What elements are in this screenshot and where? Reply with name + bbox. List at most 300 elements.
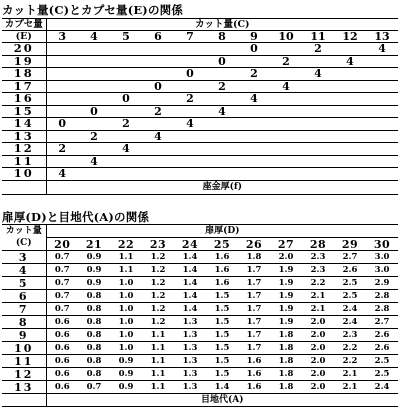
table1-cell — [78, 143, 110, 156]
table2-footer-spacer — [2, 394, 46, 407]
table2-cell: 1.0 — [110, 290, 142, 303]
table1-cell — [110, 68, 142, 81]
table2-cell: 0.8 — [78, 316, 110, 329]
table1-cell: 4 — [46, 168, 78, 181]
table2-cell: 1.2 — [142, 290, 174, 303]
table1-cell — [78, 80, 110, 93]
table1-cell — [46, 130, 78, 143]
table1-cell — [238, 143, 270, 156]
table1-cell — [174, 55, 206, 68]
table2-row-label: 6 — [2, 290, 46, 303]
table2-cell: 1.1 — [142, 355, 174, 368]
table1-cell: 4 — [270, 80, 302, 93]
table2-cell: 1.2 — [142, 316, 174, 329]
table1-cell — [238, 130, 270, 143]
table2-cell: 1.0 — [110, 316, 142, 329]
table2-cell: 1.3 — [174, 381, 206, 394]
table2-row-label: 12 — [2, 368, 46, 381]
table1-cell — [334, 105, 366, 118]
table2-cell: 1.0 — [110, 342, 142, 355]
table1-cell — [366, 130, 398, 143]
table2-cell: 1.1 — [142, 329, 174, 342]
table1-cell — [302, 105, 334, 118]
table1-col-header: 11 — [302, 31, 334, 43]
table2-col-header: 26 — [238, 238, 270, 251]
table2-cell: 2.1 — [302, 290, 334, 303]
table1-cell — [302, 55, 334, 68]
table2-cell: 2.1 — [334, 381, 366, 394]
table2-cell: 1.9 — [270, 290, 302, 303]
table2-cell: 2.6 — [334, 264, 366, 277]
table1-cell — [174, 43, 206, 56]
table2-row-label: 3 — [2, 251, 46, 264]
table2-cell: 1.3 — [174, 316, 206, 329]
table2-cell: 2.0 — [302, 381, 334, 394]
table2-cell: 1.8 — [270, 342, 302, 355]
table1-cell — [334, 80, 366, 93]
table1-cell — [142, 118, 174, 131]
table1-cell — [270, 168, 302, 181]
table1-col-header: 9 — [238, 31, 270, 43]
table2-cell: 0.7 — [78, 381, 110, 394]
table2-cell: 0.6 — [46, 381, 78, 394]
table1-cell — [206, 118, 238, 131]
table1-row-label: 12 — [2, 143, 46, 156]
table1-cell: 4 — [78, 155, 110, 168]
table2-cell: 0.6 — [46, 329, 78, 342]
door-joint-table — [2, 224, 398, 407]
table1-cell — [302, 93, 334, 106]
table-row — [2, 143, 398, 156]
table2-cell: 1.7 — [238, 316, 270, 329]
table2-col-header: 25 — [206, 238, 238, 251]
table1-row-label: 11 — [2, 155, 46, 168]
table2-cell: 0.7 — [46, 303, 78, 316]
table1-cell — [110, 80, 142, 93]
table2-cell: 2.5 — [366, 355, 398, 368]
table1-cell — [78, 118, 110, 131]
table2-row-label: 4 — [2, 264, 46, 277]
table2-row-label: 10 — [2, 342, 46, 355]
table1-cell: 4 — [366, 43, 398, 56]
table-row — [2, 355, 398, 368]
table2-row-header-top: カット量 — [2, 225, 46, 238]
table1-col-header: 4 — [78, 31, 110, 43]
table1-footer: 座金厚(f) — [46, 180, 398, 194]
table2-cell: 2.3 — [334, 329, 366, 342]
table-row — [2, 277, 398, 290]
table1-cell — [334, 143, 366, 156]
table1-cell — [206, 143, 238, 156]
table2-cell: 1.6 — [206, 251, 238, 264]
table2-cell: 1.3 — [174, 329, 206, 342]
table1-cell — [238, 55, 270, 68]
table1-cell — [238, 80, 270, 93]
table2-cell: 1.8 — [270, 329, 302, 342]
table2-cell: 0.6 — [46, 342, 78, 355]
table-row — [2, 342, 398, 355]
table1-cell — [270, 118, 302, 131]
table2-cell: 2.4 — [334, 316, 366, 329]
table2-row-label: 11 — [2, 355, 46, 368]
table2-cell: 2.5 — [334, 277, 366, 290]
table1-cell — [110, 105, 142, 118]
table1-col-header: 12 — [334, 31, 366, 43]
table1-cell — [302, 80, 334, 93]
table2-footer: 目地代(A) — [46, 394, 398, 407]
table2-cell: 1.9 — [270, 264, 302, 277]
table2-cell: 1.5 — [206, 329, 238, 342]
table1-row-label: 10 — [2, 168, 46, 181]
table2-cell: 2.2 — [334, 342, 366, 355]
table1-cell — [206, 130, 238, 143]
table2-cell: 1.1 — [110, 251, 142, 264]
table2-cell: 1.7 — [238, 329, 270, 342]
table2-cell: 1.5 — [206, 290, 238, 303]
table2-row-header-bottom: (C) — [2, 238, 46, 251]
table2-cell: 3.0 — [366, 264, 398, 277]
table2-cell: 1.9 — [270, 277, 302, 290]
table2-cell: 1.4 — [174, 277, 206, 290]
table1-cell — [302, 143, 334, 156]
table1-cell — [174, 105, 206, 118]
table-row — [2, 55, 398, 68]
table1-cell — [46, 55, 78, 68]
table2-cell: 0.6 — [46, 368, 78, 381]
table2-cell: 0.7 — [46, 277, 78, 290]
table1-cell — [206, 93, 238, 106]
table1-cell — [270, 105, 302, 118]
table2-cell: 0.8 — [78, 342, 110, 355]
table1-cell: 0 — [78, 105, 110, 118]
table1-row-label: 15 — [2, 105, 46, 118]
table2-cell: 2.4 — [366, 381, 398, 394]
table2-cell: 1.6 — [238, 368, 270, 381]
table2-cell: 2.0 — [302, 329, 334, 342]
table-row — [2, 251, 398, 264]
table2-cell: 2.0 — [302, 368, 334, 381]
table2-cell: 1.9 — [270, 303, 302, 316]
table1-col-header: 13 — [366, 31, 398, 43]
table2-cell: 1.7 — [238, 264, 270, 277]
table2-cell: 2.8 — [366, 303, 398, 316]
table2-cell: 1.5 — [206, 368, 238, 381]
table1-col-header: 6 — [142, 31, 174, 43]
table1-row-label: 13 — [2, 130, 46, 143]
table2-cell: 0.8 — [78, 368, 110, 381]
table1-footer-spacer — [2, 180, 46, 194]
table1-cell: 0 — [46, 118, 78, 131]
table2-col-header: 30 — [366, 238, 398, 251]
table1-cell: 4 — [238, 93, 270, 106]
table2-cell: 1.8 — [270, 368, 302, 381]
table1-cell — [110, 130, 142, 143]
table1-col-header: 8 — [206, 31, 238, 43]
table1-title: カット量(C)とカプセ量(E)の関係 — [2, 3, 184, 17]
table1-cell — [270, 43, 302, 56]
table1-cell — [334, 43, 366, 56]
table1-cell — [238, 155, 270, 168]
table1-cell — [366, 93, 398, 106]
table-row — [2, 68, 398, 81]
table1-cell — [110, 155, 142, 168]
table2-cell: 1.6 — [206, 277, 238, 290]
table2-cell: 1.4 — [174, 303, 206, 316]
table1-cell — [142, 168, 174, 181]
table2-row-label: 5 — [2, 277, 46, 290]
table1-cell: 0 — [206, 55, 238, 68]
table1-cell: 2 — [142, 105, 174, 118]
table1-cell: 2 — [174, 93, 206, 106]
table1-cell: 0 — [110, 93, 142, 106]
table2-cell: 1.0 — [110, 329, 142, 342]
table-row — [2, 80, 398, 93]
table2-cell: 1.0 — [110, 303, 142, 316]
table2-cell: 0.9 — [78, 264, 110, 277]
table2-cell: 2.0 — [302, 342, 334, 355]
table1-cell — [238, 168, 270, 181]
table1-cell — [174, 168, 206, 181]
table1-cell — [142, 55, 174, 68]
table2-cell: 0.7 — [46, 251, 78, 264]
table2-cell: 0.6 — [46, 355, 78, 368]
table1-cell — [238, 118, 270, 131]
table1-cell — [366, 68, 398, 81]
table2-col-header: 23 — [142, 238, 174, 251]
table2-cell: 1.1 — [142, 381, 174, 394]
table2-cell: 2.3 — [302, 264, 334, 277]
table1-cell: 4 — [334, 55, 366, 68]
table1-cell — [174, 80, 206, 93]
table1-cell — [302, 168, 334, 181]
table1-cell — [238, 105, 270, 118]
table2-cell: 1.5 — [206, 303, 238, 316]
table2-cell: 1.8 — [270, 355, 302, 368]
table1-row-header-bottom: (E) — [2, 31, 46, 43]
table2-cell: 0.8 — [78, 303, 110, 316]
table1-cell — [174, 143, 206, 156]
table2-cell: 1.4 — [174, 251, 206, 264]
table2-cell: 1.2 — [142, 251, 174, 264]
table2-cell: 0.9 — [78, 277, 110, 290]
table1-cell — [334, 130, 366, 143]
table1-cell — [270, 68, 302, 81]
table1-cell — [206, 68, 238, 81]
table1-cell — [366, 118, 398, 131]
table1-row-header-top: カプセ量 — [2, 19, 46, 31]
table1-col-header: 10 — [270, 31, 302, 43]
table1-cell — [334, 118, 366, 131]
table-row — [2, 329, 398, 342]
table2-cell: 2.0 — [270, 251, 302, 264]
table2-cell: 1.1 — [142, 342, 174, 355]
table1-cell: 2 — [46, 143, 78, 156]
table2-cell: 1.6 — [238, 381, 270, 394]
table2-col-header: 22 — [110, 238, 142, 251]
table2-cell: 1.9 — [270, 316, 302, 329]
table-row — [2, 316, 398, 329]
table1-col-header: 5 — [110, 31, 142, 43]
table-row — [2, 105, 398, 118]
table2-cell: 0.9 — [110, 355, 142, 368]
table1-cell — [46, 80, 78, 93]
table2-row-label: 9 — [2, 329, 46, 342]
table1-row-label: 19 — [2, 55, 46, 68]
table1-row-label: 18 — [2, 68, 46, 81]
table2-col-header: 24 — [174, 238, 206, 251]
table2-cell: 1.5 — [206, 355, 238, 368]
table-row — [2, 130, 398, 143]
table1-cell — [366, 55, 398, 68]
table1-cell: 2 — [302, 43, 334, 56]
table2-cell: 1.8 — [270, 381, 302, 394]
table1-cell — [302, 130, 334, 143]
table1-cell — [174, 130, 206, 143]
table1-row-label: 17 — [2, 80, 46, 93]
table2-cell: 3.0 — [366, 251, 398, 264]
table2-cell: 0.9 — [110, 381, 142, 394]
table2-cell: 1.1 — [142, 368, 174, 381]
table1-cell: 4 — [110, 143, 142, 156]
table1-cell — [206, 155, 238, 168]
table2-cell: 1.7 — [238, 290, 270, 303]
table2-cell: 0.9 — [78, 251, 110, 264]
table2-cell: 2.9 — [366, 277, 398, 290]
table1-cell — [270, 155, 302, 168]
table2-cell: 2.1 — [334, 368, 366, 381]
table1-cell — [46, 155, 78, 168]
table-row — [2, 264, 398, 277]
table1-cell: 2 — [238, 68, 270, 81]
table2-row-label: 7 — [2, 303, 46, 316]
table1-cell — [110, 43, 142, 56]
table1-cell: 4 — [142, 130, 174, 143]
table2-col-header: 21 — [78, 238, 110, 251]
table1-cell — [78, 43, 110, 56]
table2-col-group-header: 扉厚(D) — [46, 225, 398, 238]
table2-cell: 2.3 — [302, 251, 334, 264]
table2-cell: 0.8 — [78, 329, 110, 342]
table2-cell: 1.1 — [110, 264, 142, 277]
table1-cell: 0 — [142, 80, 174, 93]
table2-cell: 2.0 — [302, 355, 334, 368]
table1-cell — [302, 155, 334, 168]
table-row — [2, 43, 398, 56]
cut-capse-table — [2, 18, 398, 195]
table1-cell — [46, 105, 78, 118]
table2-cell: 2.2 — [302, 277, 334, 290]
table2-cell: 1.5 — [206, 316, 238, 329]
table-row — [2, 168, 398, 181]
table2-cell: 2.5 — [366, 368, 398, 381]
table2-cell: 1.3 — [174, 368, 206, 381]
table-row — [2, 381, 398, 394]
table2-cell: 1.6 — [206, 264, 238, 277]
table1-cell — [270, 143, 302, 156]
table1-cell — [142, 143, 174, 156]
table-row — [2, 118, 398, 131]
table-row — [2, 93, 398, 106]
table2-cell: 2.1 — [302, 303, 334, 316]
table2-cell: 2.7 — [366, 316, 398, 329]
table1-row-label: 16 — [2, 93, 46, 106]
table2-cell: 1.4 — [174, 264, 206, 277]
table2-cell: 2.5 — [334, 290, 366, 303]
table1-cell — [366, 143, 398, 156]
table1-cell: 2 — [78, 130, 110, 143]
table2-cell: 1.3 — [174, 342, 206, 355]
table2-cell: 1.4 — [206, 381, 238, 394]
table1-cell — [366, 80, 398, 93]
table2-cell: 2.2 — [334, 355, 366, 368]
table2-row-label: 13 — [2, 381, 46, 394]
table2-cell: 1.8 — [238, 251, 270, 264]
table2-cell: 1.4 — [174, 290, 206, 303]
table2-cell: 0.8 — [78, 355, 110, 368]
table1-row-label: 20 — [2, 43, 46, 56]
table2-cell: 0.9 — [110, 368, 142, 381]
table2-cell: 1.7 — [238, 277, 270, 290]
table2-cell: 2.6 — [366, 342, 398, 355]
table2-cell: 1.7 — [238, 303, 270, 316]
table1-cell: 4 — [174, 118, 206, 131]
table2-cell: 0.6 — [46, 316, 78, 329]
table1-cell: 2 — [270, 55, 302, 68]
table2-cell: 1.2 — [142, 277, 174, 290]
table1-cell — [46, 43, 78, 56]
table1-col-header: 3 — [46, 31, 78, 43]
table1-cell — [366, 155, 398, 168]
table1-cell: 0 — [238, 43, 270, 56]
table1-cell — [142, 155, 174, 168]
table2-col-header: 28 — [302, 238, 334, 251]
table1-cell — [46, 68, 78, 81]
table2-cell: 2.4 — [334, 303, 366, 316]
table1-cell — [302, 118, 334, 131]
table2-cell: 2.6 — [366, 329, 398, 342]
table1-cell: 4 — [302, 68, 334, 81]
table2-cell: 2.7 — [334, 251, 366, 264]
table-row — [2, 368, 398, 381]
table1-cell — [142, 93, 174, 106]
table1-cell — [206, 43, 238, 56]
table1-cell — [110, 168, 142, 181]
table1-cell — [110, 55, 142, 68]
table2-col-header: 29 — [334, 238, 366, 251]
table1-cell — [270, 93, 302, 106]
table1-cell — [78, 168, 110, 181]
table2-col-header: 20 — [46, 238, 78, 251]
table1-col-header: 7 — [174, 31, 206, 43]
table2-cell: 1.2 — [142, 264, 174, 277]
table1-cell: 4 — [206, 105, 238, 118]
table2-title: 扉厚(D)と目地代(A)の関係 — [2, 210, 150, 224]
table1-cell — [334, 68, 366, 81]
table2-cell: 0.7 — [46, 264, 78, 277]
table1-cell — [366, 105, 398, 118]
table-row — [2, 290, 398, 303]
table2-cell: 0.7 — [46, 290, 78, 303]
table1-cell — [206, 168, 238, 181]
table1-cell — [334, 155, 366, 168]
table-row — [2, 303, 398, 316]
table1-col-group-header: カット量(C) — [46, 19, 398, 31]
table1-cell — [46, 93, 78, 106]
table2-cell: 1.3 — [174, 355, 206, 368]
table1-cell — [270, 130, 302, 143]
table2-cell: 1.7 — [238, 342, 270, 355]
table1-cell — [78, 55, 110, 68]
